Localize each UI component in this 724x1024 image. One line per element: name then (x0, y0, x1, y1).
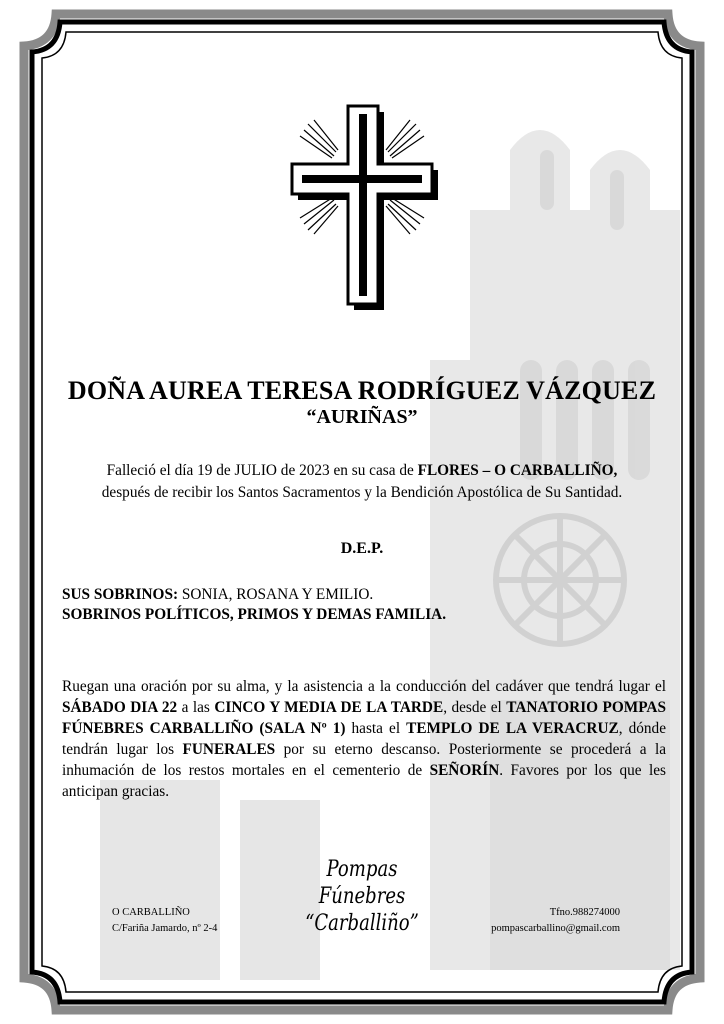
invitation-text: , desde el (443, 699, 507, 716)
invitation-text: por su eterno descanso. Posteriormente se procederá a la inhumación de los restos mortales en el cementerio de (62, 741, 666, 779)
invitation-text: hasta el (345, 720, 407, 737)
invitation-text: . Favores por los que les anticipan gracias. (62, 762, 666, 800)
church-name: TEMPLO DE LA VERACRUZ (406, 720, 619, 737)
footer-street: C/Fariña Jamardo, nº 2-4 (112, 923, 218, 934)
nephews-names: SONIA, ROSANA Y EMILIO. (178, 586, 374, 603)
death-place: FLORES – O CARBALLIÑO, (417, 462, 618, 479)
invitation-text: Ruegan una oración por su alma, y la asistencia a la conducción del cadáver que tendrá lugar el (62, 678, 666, 695)
logo-line-2: “Carballiño” (305, 911, 419, 936)
funeral-day: SÁBADO DIA 22 (62, 699, 178, 716)
invitation-text: a las (177, 699, 215, 716)
footer-phone: Tfno.988274000 (549, 907, 620, 918)
footer-email: pompascarballino@gmail.com (491, 923, 620, 934)
footer-contact (491, 905, 620, 937)
death-notice (60, 460, 664, 504)
funeral-time: CINCO Y MEDIA DE LA TARDE (214, 699, 444, 716)
cross-icon (262, 100, 462, 310)
footer-town: O CARBALLIÑO (112, 907, 190, 918)
cemetery-name: SEÑORÍN (429, 762, 500, 779)
family-list (62, 585, 446, 625)
nephews-label: SUS SOBRINOS: (62, 586, 179, 603)
logo-line-1: Pompas Fúnebres (318, 857, 406, 909)
other-relatives: SOBRINOS POLÍTICOS, PRIMOS Y DEMAS FAMILIA. (62, 606, 447, 623)
sacraments-text: después de recibir los Santos Sacramentos y la Bendición Apostólica de Su Santidad. (101, 484, 623, 501)
rip-text: D.E.P. (340, 540, 384, 557)
deceased-name: DOÑA AUREA TERESA RODRÍGUEZ VÁZQUEZ (67, 376, 657, 405)
funerals-label: FUNERALES (182, 741, 276, 758)
funeral-home-logo (287, 856, 438, 937)
footer-address (112, 905, 217, 937)
death-date-text: Falleció el día 19 de JULIO de 2023 en su casa de (106, 462, 414, 479)
deceased-nickname: “AURIÑAS” (306, 406, 418, 428)
funeral-home: TANATORIO POMPAS FÚNEBRES CARBALLIÑO (SALA Nº 1) (62, 699, 666, 737)
invitation-text: , dónde tendrán lugar los (62, 720, 666, 758)
funeral-invitation (62, 676, 666, 802)
